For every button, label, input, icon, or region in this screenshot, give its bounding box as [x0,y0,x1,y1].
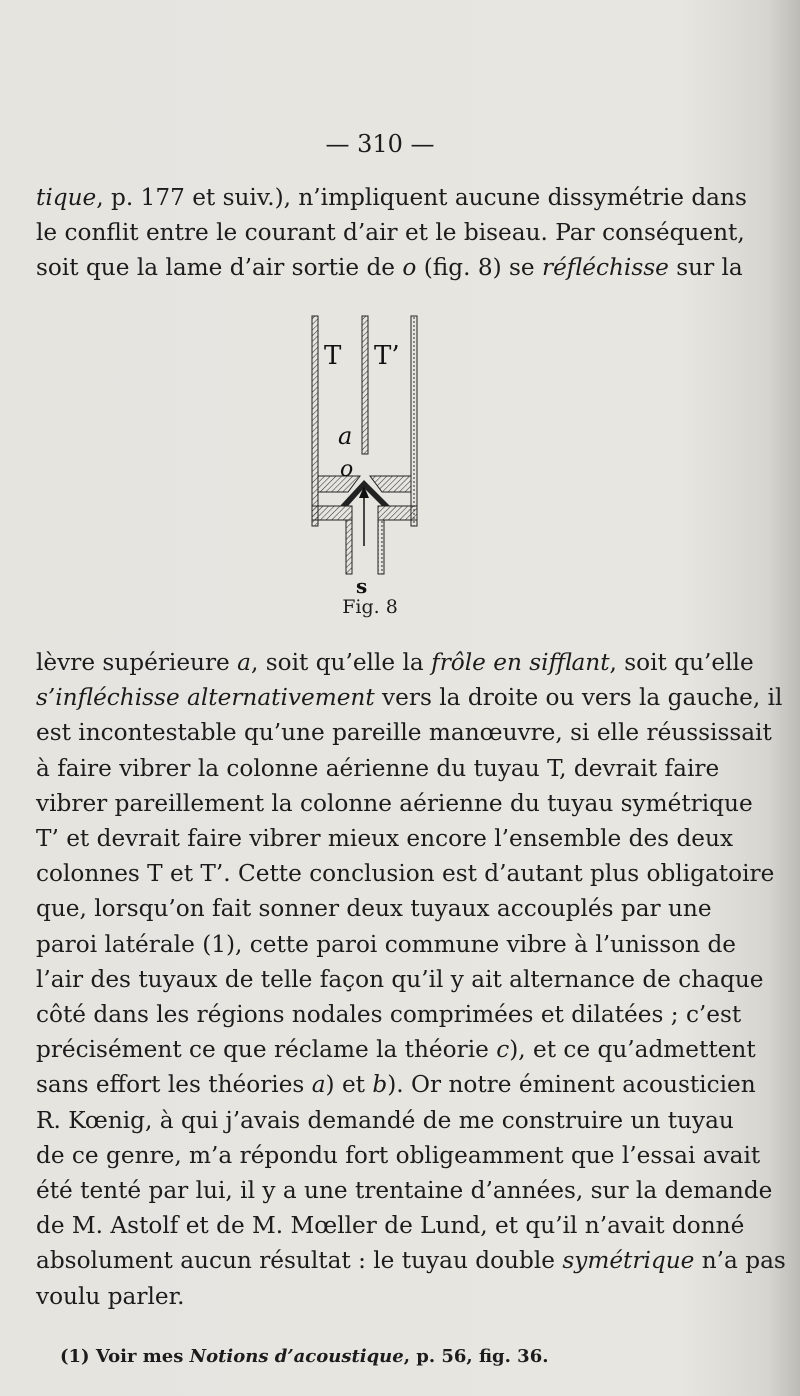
text-run: été tenté par lui, il y a une trentaine d’années, sur la demande [36,1177,773,1205]
text-line [36,1103,734,1138]
italic-text: s’infléchisse alternativement [36,684,375,712]
text-run: paroi latérale (1), cette paroi commune vibre à l’unisson de [36,930,737,958]
text-run: le conflit entre le courant d’air et le biseau. Par conséquent, [36,219,745,247]
foot-left [312,506,352,520]
text-run: de ce genre, m’a répondu fort obligeamment que l’essai avait [36,1141,761,1169]
text-line [36,1032,756,1067]
text-line [36,645,754,680]
label-t-prime: T’ [374,341,400,371]
text-run: lèvre supérieure [36,649,238,676]
text-run: de M. Astolf et de M. Mœller de Lund, et qu’il n’avait donné [36,1212,745,1240]
text-line [36,215,745,250]
text-line [36,1067,756,1102]
text-run: , p. 56, fig. 36. [403,1346,549,1367]
italic-text: a [237,649,251,676]
text-run: ) et [325,1071,373,1099]
bottom-plate-right [370,476,411,492]
pipe-wall-right [411,316,417,526]
text-line [36,751,720,786]
text-run: absolument aucun résultat : le tuyau double [36,1247,563,1275]
italic-text: tique [36,184,97,211]
text-line [36,1138,761,1173]
text-run: à faire vibrer la colonne aérienne du tuyau T, devrait faire [36,754,720,782]
text-line [36,1173,773,1208]
text-line [36,891,712,926]
text-line [36,856,775,891]
foot-right [378,506,417,520]
pipe-partition [362,316,368,454]
text-run: T’ et devrait faire vibrer mieux encore l’ensemble des deux [36,825,734,853]
text-run: précisément ce que réclame la théorie [36,1036,497,1064]
figure-8 [300,308,440,628]
text-line [36,786,753,821]
organ-pipe-diagram [300,308,440,598]
italic-text: symétrique [562,1247,695,1275]
text-run: (1) Voir mes [60,1346,190,1367]
text-line [36,997,742,1032]
text-line [36,821,734,856]
pipe-wall-left [312,316,318,526]
text-run: R. Kœnig, à qui j’avais demandé de me construire un tuyau [36,1106,734,1134]
text-run: l’air des tuyaux de telle façon qu’il y ait alternance de chaque [36,965,764,993]
italic-text: a [311,1071,326,1099]
text-line [36,1208,745,1243]
text-run: ), et ce qu’admettent [509,1036,756,1064]
italic-text: o [402,254,417,282]
text-run: côté dans les régions nodales comprimées et dilatées ; c’est [36,1001,742,1029]
label-t: T [324,341,342,371]
text-line [36,927,737,962]
text-run: vibrer pareillement la colonne aérienne du tuyau symétrique [36,789,753,817]
text-run: ). Or notre éminent acousticien [387,1071,756,1099]
paragraph-1 [36,180,747,286]
footnote [60,1346,549,1367]
text-line [36,180,747,215]
page-number: — 310 — [325,130,435,158]
paragraph-2 [36,645,786,1314]
text-run: sans effort les théories [36,1071,312,1099]
text-line [36,1243,786,1278]
italic-text: b [372,1071,388,1099]
text-run: voulu parler. [36,1282,185,1310]
text-line [36,250,743,285]
feed-wall-left [346,520,352,574]
text-run: n’a pas [694,1247,786,1275]
text-line [36,715,772,750]
text-run: que, lorsqu’on fait sonner deux tuyaux accouplés par une [36,895,712,923]
figure-caption: Fig. 8 [342,596,398,618]
text-line [36,680,783,715]
text-run: colonnes T et T’. Cette conclusion est d’autant plus obligatoire [36,860,775,888]
text-run: , soit qu’elle la [250,649,432,676]
text-line [36,962,764,997]
text-run: vers la droite ou vers la gauche, il [374,684,783,712]
bottom-plate-left [318,476,360,492]
text-line [36,1279,698,1314]
text-run: , soit qu’elle [609,649,754,676]
italic-text: c [496,1036,510,1064]
text-run: est incontestable qu’une pareille manœuvre, si elle réussissait [36,719,772,747]
label-a: a [338,422,353,450]
italic-text: frôle en sifflant [431,649,610,676]
italic-text: Notions d’acoustique [189,1346,404,1367]
text-run: soit que la lame d’air sortie de [36,254,403,282]
label-s: s [356,574,368,598]
feed-wall-right [378,520,384,574]
text-run: , p. 177 et suiv.), n’impliquent aucune dissymétrie dans [96,184,747,211]
label-o: o [340,457,354,482]
text-run: sur la [668,254,743,282]
italic-text: réfléchisse [542,254,669,282]
text-run: (fig. 8) se [416,254,542,282]
